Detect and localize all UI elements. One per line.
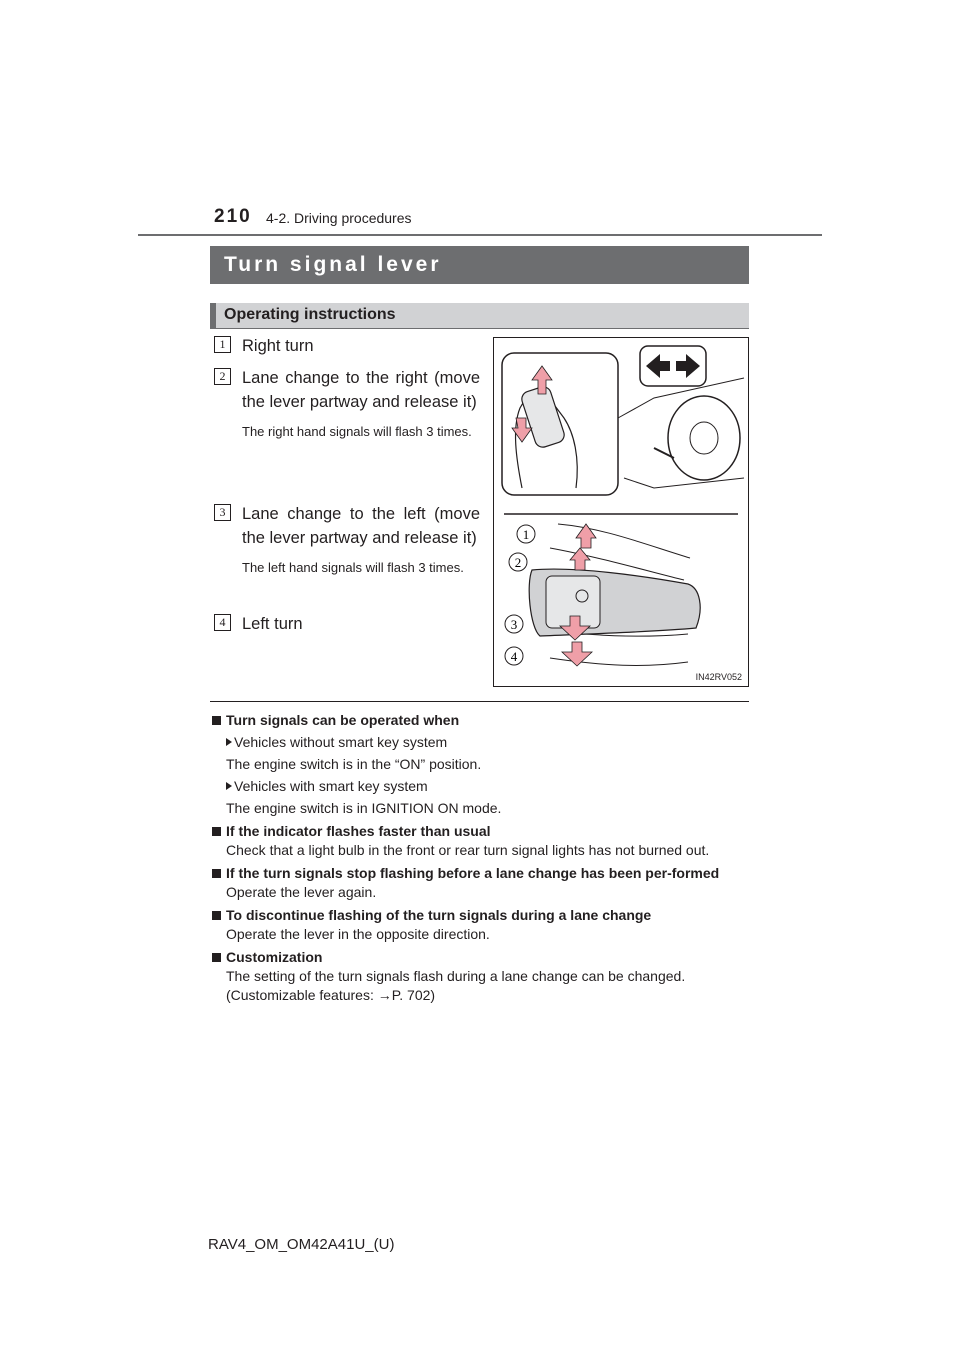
note-line: Vehicles without smart key system [234, 734, 448, 750]
arrow-lane-right [570, 548, 590, 570]
triangle-bullet-icon [226, 738, 232, 746]
callout-2-label: 2 [514, 555, 522, 570]
arrow-right-turn [576, 524, 596, 548]
item-text: Left turn [242, 615, 303, 633]
item-text: Right turn [242, 337, 314, 355]
note-heading [212, 906, 749, 925]
section-divider [210, 701, 749, 702]
item-number-box: 2 [214, 368, 231, 385]
item-text: Lane change to the right (move the lever partway and release it) [242, 369, 480, 411]
note-body: Operate the lever in the opposite direction. [226, 926, 490, 942]
note-subcondition [212, 777, 749, 796]
note-heading-text: If the indicator flashes faster than usual [226, 823, 491, 839]
instruction-item [214, 366, 480, 502]
note-body: Check that a light bulb in the front or rear turn signal lights has not burned out. [226, 842, 710, 858]
instruction-list [214, 334, 480, 642]
instruction-item [214, 334, 480, 366]
bullet-square-icon [212, 953, 221, 962]
note-body: The engine switch is in IGNITION ON mode. [226, 800, 502, 816]
item-number-box: 4 [214, 614, 231, 631]
callout-3-label: 3 [510, 617, 518, 632]
note-heading [212, 948, 749, 967]
note-line: Vehicles with smart key system [234, 778, 428, 794]
note-body: Operate the lever again. [226, 884, 377, 900]
document-footer: RAV4_OM_OM42A41U_(U) [208, 1236, 395, 1253]
note-body: (Customizable features: →P. 702) [226, 987, 436, 1003]
item-note: The right hand signals will flash 3 times. [242, 424, 472, 439]
section-reference: 4-2. Driving procedures [266, 210, 412, 226]
turn-signal-illustration [493, 337, 749, 687]
subheading: Operating instructions [224, 306, 396, 323]
page-header [138, 206, 822, 236]
illustration-code: IN42RV052 [695, 672, 742, 682]
callout-4-label: 4 [510, 649, 518, 664]
page-number: 210 [214, 206, 252, 227]
subheading-bar [210, 303, 749, 329]
bullet-square-icon [212, 716, 221, 725]
item-note: The left hand signals will flash 3 times. [242, 560, 464, 575]
steering-wheel [668, 396, 740, 480]
dashboard-line [624, 478, 744, 488]
title-bar [210, 246, 749, 284]
instruction-item [214, 502, 480, 612]
callout-1-label: 1 [522, 527, 530, 542]
note-heading [212, 822, 749, 841]
notes-section [212, 707, 749, 1005]
page-title: Turn signal lever [224, 253, 442, 276]
bullet-square-icon [212, 869, 221, 878]
note-heading [212, 711, 749, 730]
note-heading-text: Customization [226, 949, 323, 965]
item-number-box: 3 [214, 504, 231, 521]
bullet-square-icon [212, 827, 221, 836]
note-body: The engine switch is in the “ON” position. [226, 756, 482, 772]
instruction-item [214, 612, 480, 642]
steering-hub [690, 422, 718, 454]
triangle-bullet-icon [226, 782, 232, 790]
illustration-drawing [494, 338, 748, 686]
item-text: Lane change to the left (move the lever partway and release it) [242, 505, 480, 547]
bullet-square-icon [212, 911, 221, 920]
note-heading-text: Turn signals can be operated when [226, 712, 460, 728]
note-heading [212, 864, 749, 883]
note-body: The setting of the turn signals flash during a lane change can be changed. [226, 968, 686, 984]
note-heading-text: To discontinue flashing of the turn signals during a lane change [226, 907, 652, 923]
note-heading-text: If the turn signals stop flashing before a lane change has been per-formed [226, 865, 720, 881]
item-number-box: 1 [214, 336, 231, 353]
note-subcondition [212, 733, 749, 752]
